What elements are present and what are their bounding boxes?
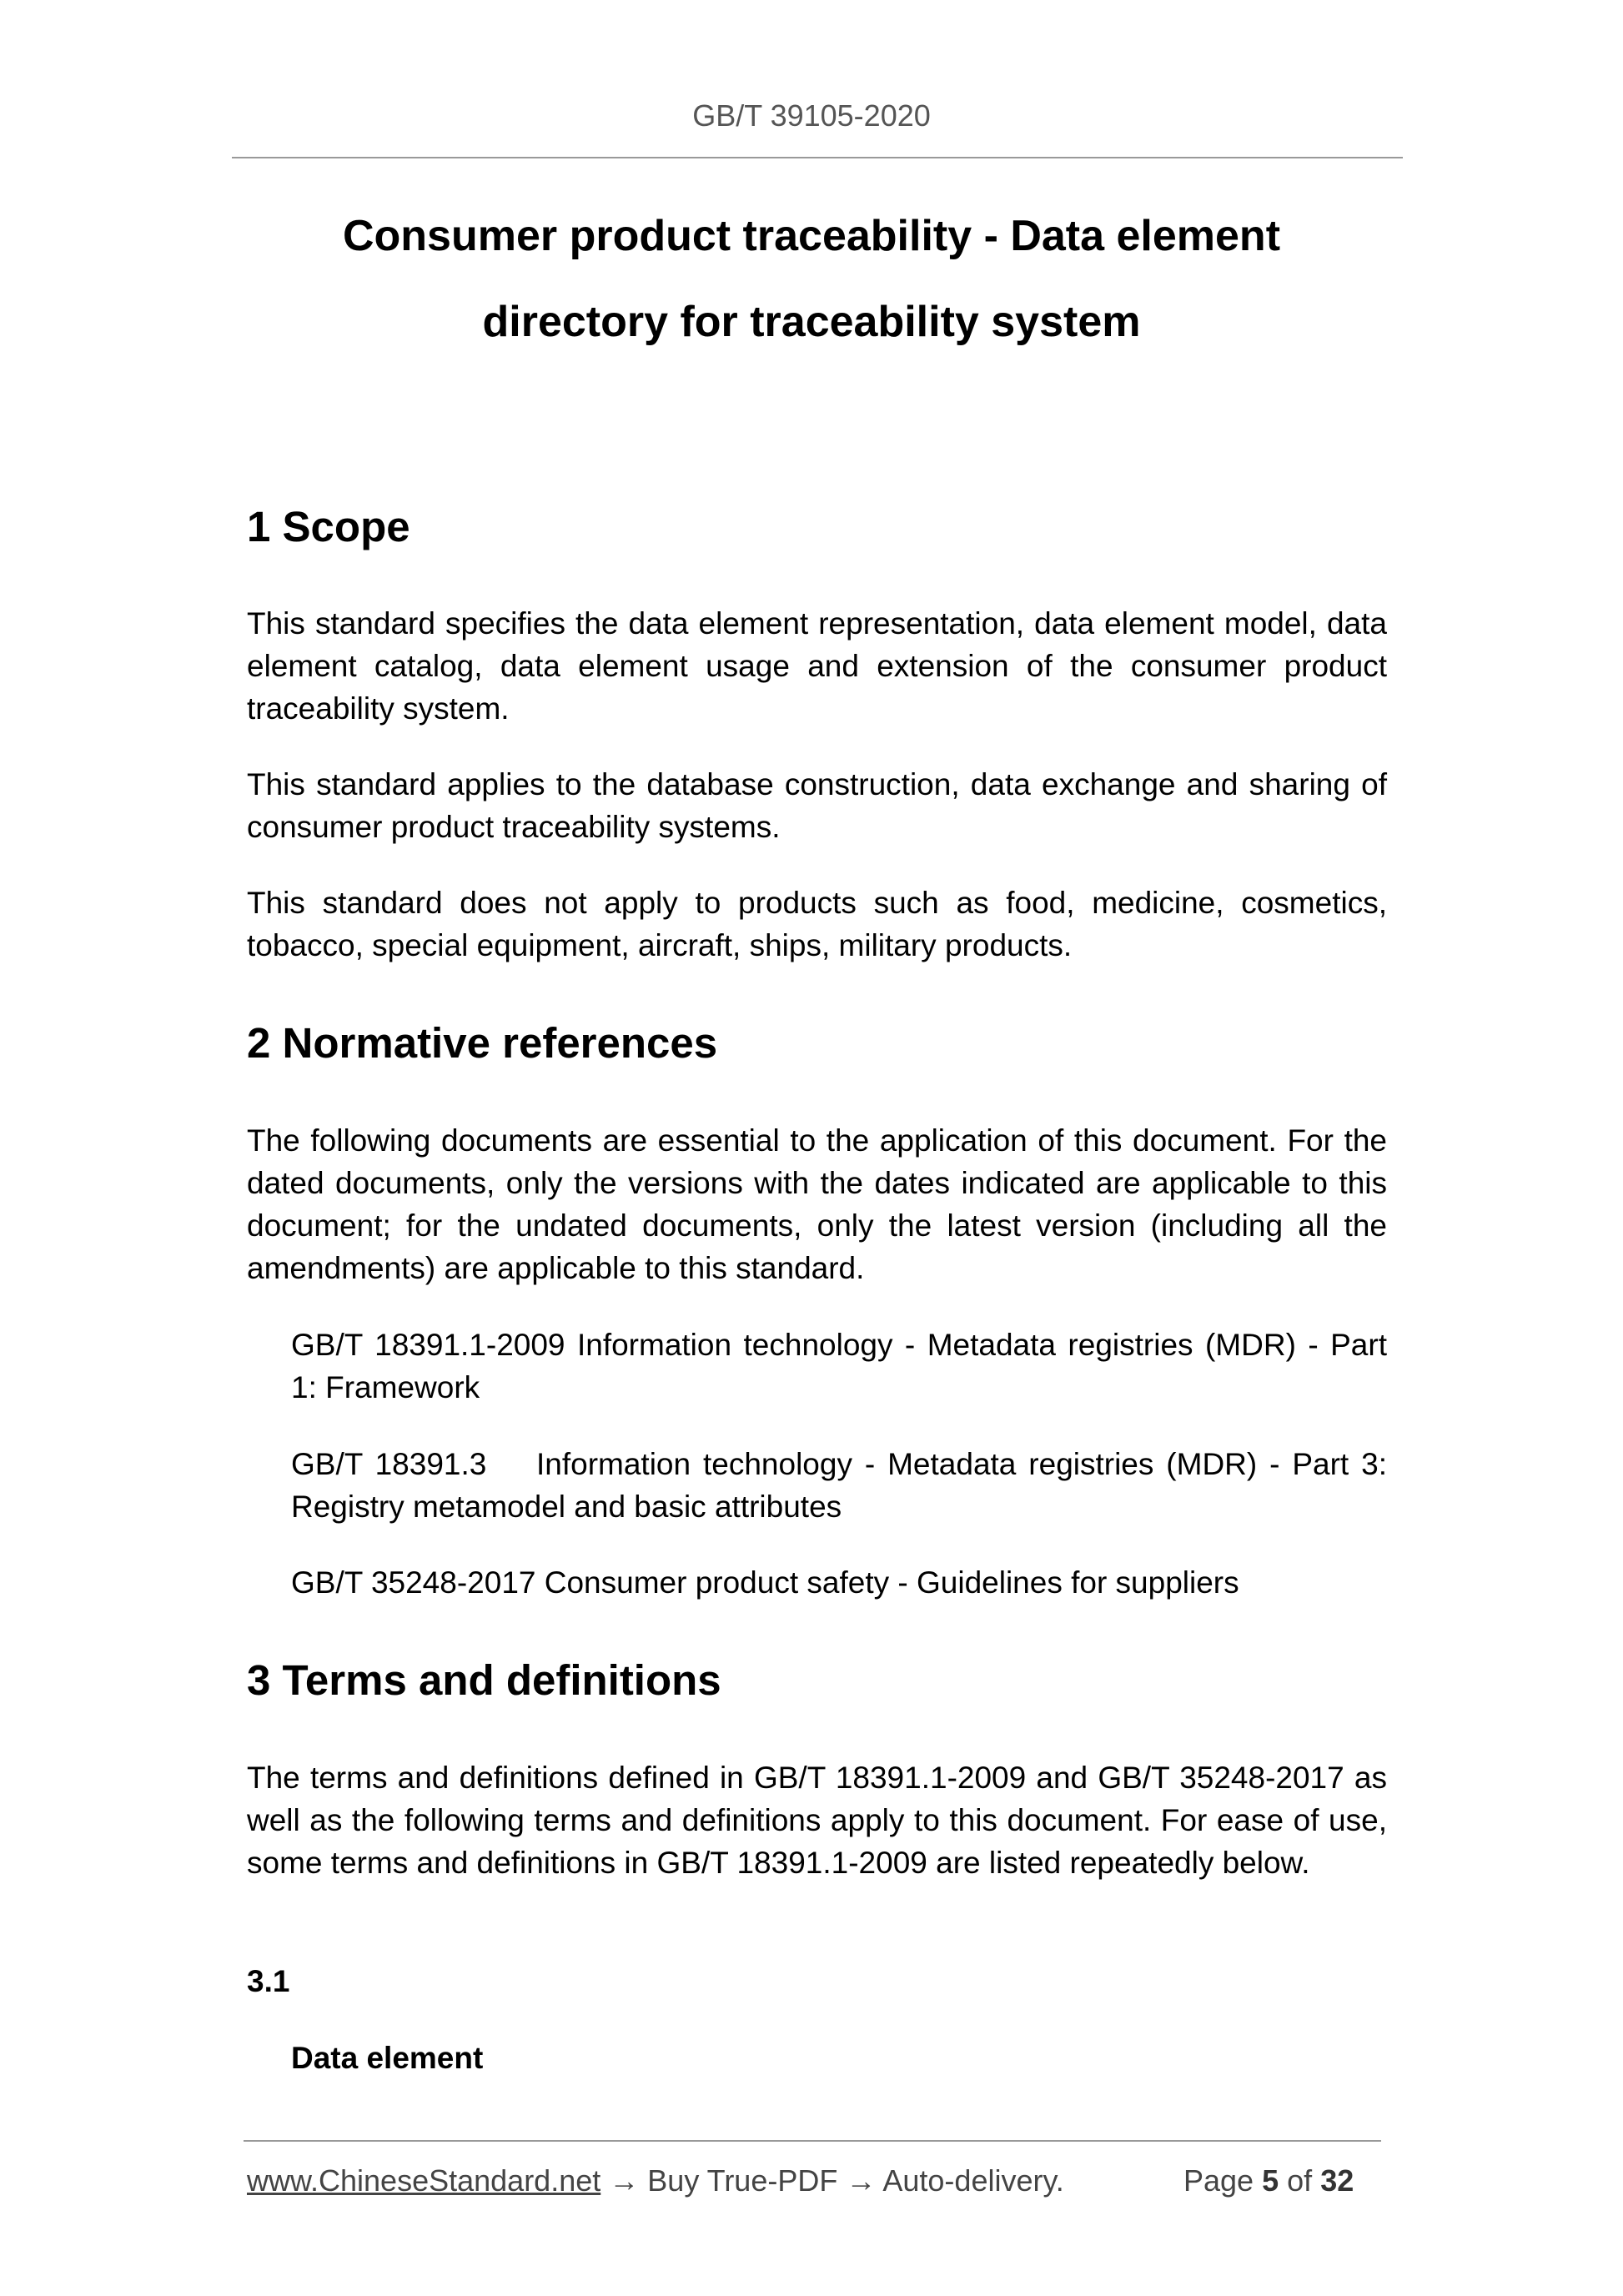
page-indicator <box>1183 2162 1354 2200</box>
reference-item: GB/T 18391.3 Information technology - Metadata registries (MDR) - Part 3: Registry metamodel and basic attributes <box>291 1447 1387 1524</box>
delivery-text: Auto-delivery. <box>882 2163 1064 2198</box>
normative-intro-paragraph: The following documents are essential to the application of this document. For the dated documents, only the versions with the dates indicated are applicable to this document; for the undated documents, only the latest version (including all the amendments) are applicable to this standard. <box>247 1123 1387 1285</box>
section-heading-normative-references: 2 Normative references <box>247 1019 718 1067</box>
page-number: 5 <box>1262 2163 1279 2198</box>
footer-divider <box>244 2140 1381 2142</box>
term-number: 3.1 <box>247 1964 290 1998</box>
document-title-line2: directory for traceability system <box>482 298 1141 346</box>
page-label: Page <box>1183 2163 1254 2198</box>
arrow-right-icon: → <box>846 2163 877 2198</box>
document-title-line1: Consumer product traceability - Data element <box>342 212 1281 260</box>
arrow-right-icon: → <box>609 2163 640 2198</box>
term-name: Data element <box>291 2041 484 2075</box>
website-link[interactable]: www.ChineseStandard.net <box>247 2163 601 2198</box>
scope-paragraph: This standard specifies the data element representation, data element model, data element catalog, data element usage and extension of the consumer product traceability system. <box>247 606 1387 726</box>
scope-paragraph: This standard does not apply to products such as food, medicine, cosmetics, tobacco, special equipment, aircraft, ships, military products. <box>247 886 1387 962</box>
section-heading-scope: 1 Scope <box>247 503 410 550</box>
footer-promo <box>247 2162 1064 2200</box>
section-heading-terms: 3 Terms and definitions <box>247 1656 721 1704</box>
scope-paragraph: This standard applies to the database construction, data exchange and sharing of consumer product traceability systems. <box>247 767 1387 844</box>
header-divider <box>232 157 1403 158</box>
buy-text: Buy True-PDF <box>647 2163 838 2198</box>
of-label: of <box>1287 2163 1313 2198</box>
reference-item: GB/T 35248-2017 Consumer product safety - Guidelines for suppliers <box>291 1565 1239 1600</box>
reference-item: GB/T 18391.1-2009 Information technology - Metadata registries (MDR) - Part 1: Framework <box>291 1328 1387 1404</box>
page-total: 32 <box>1320 2163 1354 2198</box>
terms-intro-paragraph: The terms and definitions defined in GB/T 18391.1-2009 and GB/T 35248-2017 as well as the following terms and definitions apply to this document. For ease of use, some terms and definitions in GB/T 18391.1-2009 are listed repeatedly below. <box>247 1761 1387 1880</box>
document-code-header: GB/T 39105-2020 <box>692 98 931 133</box>
